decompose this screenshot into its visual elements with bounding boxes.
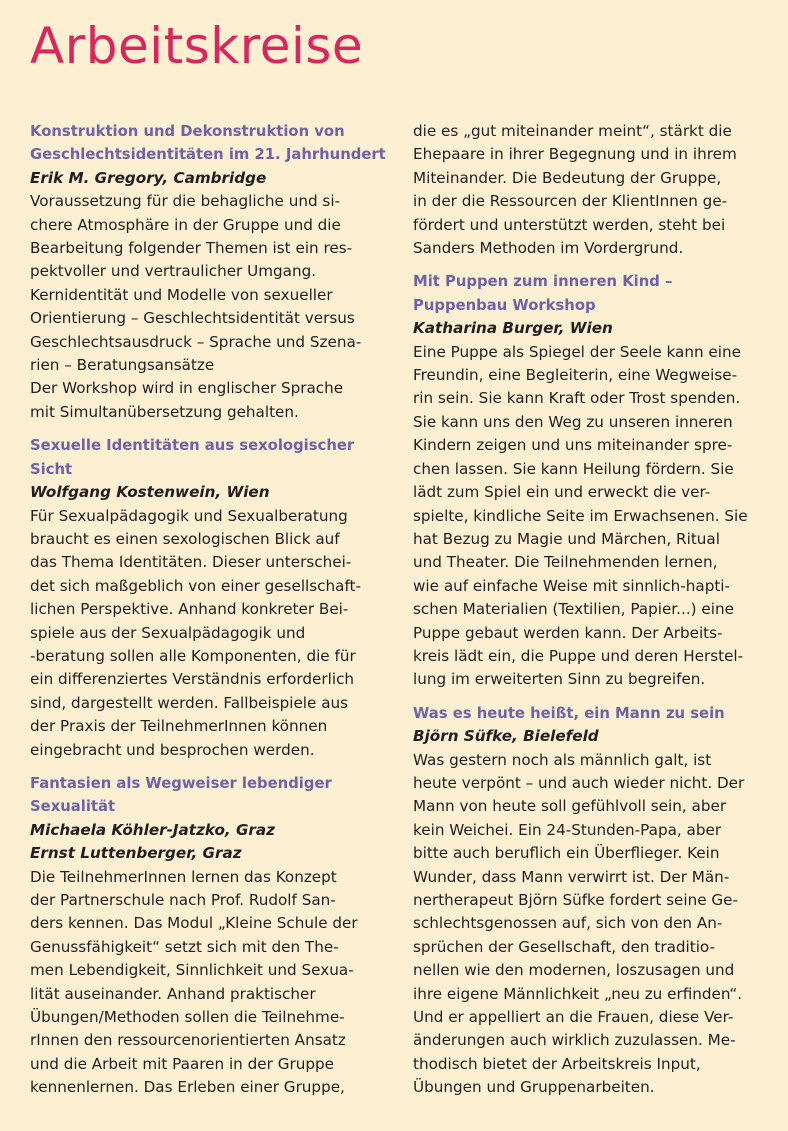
body-line: und die Arbeit mit Paaren in der Gruppe — [30, 1054, 334, 1073]
body-line: Für Sexualpädagogik und Sexualberatung — [30, 506, 348, 525]
section — [413, 270, 763, 691]
body-line: -beratung sollen alle Komponenten, die für — [30, 646, 356, 665]
section-heading: Mit Puppen zum inneren Kind – — [413, 273, 673, 291]
body-line: lität auseinander. Anhand praktischer — [30, 984, 316, 1003]
left-column — [30, 120, 386, 1100]
body-line: braucht es einen sexologischen Blick auf — [30, 529, 340, 548]
body-line: kennenlernen. Das Erleben einer Gruppe, — [30, 1078, 345, 1097]
section-author: Björn Süfke, Bielefeld — [413, 727, 599, 746]
section-author: Erik M. Gregory, Cambridge — [30, 168, 267, 187]
body-line: Sanders Methoden im Vordergrund. — [413, 239, 684, 258]
body-line: Und er appelliert an die Frauen, diese Ver- — [413, 1008, 734, 1027]
body-line: Puppe gebaut werden kann. Der Arbeits- — [413, 623, 723, 642]
body-line: Die TeilnehmerInnen lernen das Konzept — [30, 867, 337, 886]
body-line: chere Atmosphäre in der Gruppe und die — [30, 215, 341, 234]
body-line: lung im erweiterten Sinn zu begreifen. — [413, 670, 706, 689]
body-line: lädt zum Spiel ein und erweckt die ver- — [413, 483, 711, 502]
body-line: die es „gut miteinander meint“, stärkt die — [413, 122, 732, 140]
section-author: Katharina Burger, Wien — [413, 319, 613, 338]
body-line: Bearbeitung folgender Themen ist ein res- — [30, 239, 353, 258]
body-line: ders kennen. Das Modul „Kleine Schule der — [30, 914, 358, 933]
body-line: Wunder, dass Mann verwirrt ist. Der Män- — [413, 867, 730, 886]
body-line: Freundin, eine Begleiterin, eine Wegweise- — [413, 366, 738, 385]
body-line: sprüchen der Gesellschaft, den traditio- — [413, 937, 715, 956]
body-line: men Lebendigkeit, Sinnlichkeit und Sexua- — [30, 961, 354, 980]
section-heading: Fantasien als Wegweiser lebendiger — [30, 774, 332, 792]
body-line: in der die Ressourcen der KlientInnen ge- — [413, 192, 728, 211]
section-heading: Sicht — [30, 460, 73, 478]
body-line: Geschlechtsausdruck – Sprache und Szena- — [30, 332, 362, 351]
section-author: Ernst Luttenberger, Graz — [30, 844, 242, 863]
body-line: rin sein. Sie kann Kraft oder Trost spenden. — [413, 389, 741, 408]
body-line: heute verpönt – und auch wieder nicht. Der — [413, 773, 745, 792]
body-line: Genussfähigkeit“ setzt sich mit den The- — [30, 937, 339, 956]
body-line: nellen wie den modernen, loszusagen und — [413, 961, 735, 980]
body-line: spiele aus der Sexualpädagogik und — [30, 623, 306, 642]
body-line: rien – Beratungsansätze — [30, 356, 215, 375]
body-line: kreis lädt ein, die Puppe und deren Herstel- — [413, 646, 744, 665]
body-line: Der Workshop wird in englischer Sprache — [30, 379, 344, 398]
body-line: schlechtsgenossen auf, sich von den An- — [413, 914, 723, 933]
body-line: Eine Puppe als Spiegel der Seele kann eine — [413, 342, 741, 361]
body-line: lichen Perspektive. Anhand konkreter Bei- — [30, 600, 349, 619]
section-heading: Sexualität — [30, 798, 116, 816]
body-line: Ehepaare in ihrer Begegnung und in ihrem — [413, 145, 737, 164]
body-line: das Thema Identitäten. Dieser unterschei- — [30, 553, 352, 572]
section-gap — [413, 260, 763, 270]
body-line: nertherapeut Björn Süfke fordert seine Ge- — [413, 891, 738, 909]
section — [30, 434, 386, 762]
body-line: thodisch bietet der Arbeitskreis Input, — [413, 1054, 701, 1073]
body-line: fördert und unterstützt werden, steht bei — [413, 215, 726, 234]
body-line: schen Materialien (Textilien, Papier...) eine — [413, 600, 734, 619]
section-heading: Konstruktion und Dekonstruktion von — [30, 123, 345, 140]
body-line: Kernidentität und Modelle von sexueller — [30, 285, 333, 304]
body-line: ein differenziertes Verständnis erforderlich — [30, 670, 355, 689]
body-line: Orientierung – Geschlechtsidentität versus — [30, 309, 355, 328]
body-line: Übungen/Methoden sollen die Teilnehme- — [30, 1008, 345, 1027]
section-author: Michaela Köhler-Jatzko, Graz — [30, 820, 276, 839]
body-line: änderungen auch wirklich zuzulassen. Me- — [413, 1031, 736, 1050]
body-line: pektvoller und vertraulicher Umgang. — [30, 262, 317, 281]
body-line: Übungen und Gruppenarbeiten. — [413, 1078, 655, 1097]
section-gap — [30, 762, 386, 772]
section — [413, 120, 763, 260]
section-author: Wolfgang Kostenwein, Wien — [30, 483, 270, 502]
body-line: der Praxis der TeilnehmerInnen können — [30, 717, 328, 736]
body-line: Mann von heute soll gefühlvoll sein, aber — [413, 797, 727, 816]
body-line: hat Bezug zu Magie und Märchen, Ritual — [413, 529, 720, 548]
body-line: ihre eigene Männlichkeit „neu zu erfinden“. — [413, 984, 743, 1003]
body-line: bitte auch beruflich ein Überflieger. Kein — [413, 844, 720, 863]
section — [30, 772, 386, 1100]
section-gap — [30, 424, 386, 434]
body-line: Was gestern noch als männlich galt, ist — [413, 750, 712, 769]
section-heading: Sexuelle Identitäten aus sexologischer — [30, 437, 355, 455]
body-line: und Theater. Die Teilnehmenden lernen, — [413, 553, 718, 572]
section — [30, 120, 386, 424]
body-line: kein Weichei. Ein 24-Stunden-Papa, aber — [413, 820, 722, 839]
body-line: chen lassen. Sie kann Heilung fördern. Sie — [413, 459, 734, 478]
body-line: wie auf einfache Weise mit sinnlich-hapti- — [413, 576, 730, 595]
body-line: spielte, kindliche Seite im Erwachsenen. Sie — [413, 506, 748, 525]
section-heading: Puppenbau Workshop — [413, 296, 596, 314]
body-line: eingebracht und besprochen werden. — [30, 740, 315, 759]
body-line: der Partnerschule nach Prof. Rudolf San- — [30, 891, 336, 909]
body-line: Miteinander. Die Bedeutung der Gruppe, — [413, 168, 722, 187]
body-line: Sie kann uns den Weg zu unseren inneren — [413, 412, 733, 431]
body-line: det sich maßgeblich von einer gesellschaft- — [30, 576, 361, 595]
right-column — [413, 120, 763, 1100]
section-heading: Was es heute heißt, ein Mann zu sein — [413, 704, 725, 722]
page-title: Arbeitskreise — [30, 17, 364, 75]
section-gap — [413, 692, 763, 702]
body-line: sind, dargestellt werden. Fallbeispiele aus — [30, 693, 349, 712]
section — [413, 702, 763, 1100]
body-line: Kindern zeigen und uns miteinander spre- — [413, 436, 733, 455]
body-line: rInnen den ressourcenorientierten Ansatz — [30, 1031, 346, 1050]
section-heading: Geschlechtsidentitäten im 21. Jahrhundert — [30, 146, 386, 164]
body-line: mit Simultanübersetzung gehalten. — [30, 402, 299, 421]
body-line: Voraussetzung für die behagliche und si- — [30, 192, 341, 211]
